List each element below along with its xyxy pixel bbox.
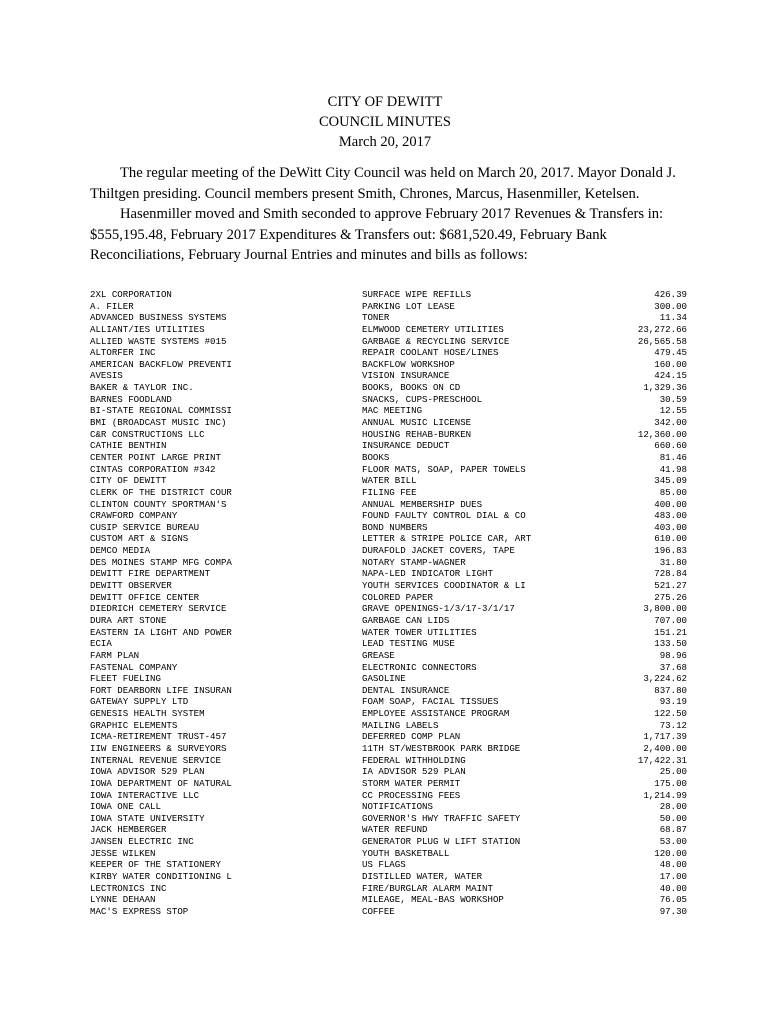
bill-description: GARBAGE CAN LIDS bbox=[362, 614, 450, 626]
bill-row bbox=[90, 871, 687, 883]
bill-vendor: EASTERN IA LIGHT AND POWER bbox=[90, 626, 232, 638]
bill-vendor: CLINTON COUNTY SPORTMAN'S bbox=[90, 498, 227, 510]
bill-amount: 31.80 bbox=[659, 556, 687, 568]
bill-row bbox=[90, 755, 687, 767]
bill-description: SNACKS, CUPS-PRESCHOOL bbox=[362, 393, 483, 405]
bill-description: STORM WATER PERMIT bbox=[362, 777, 461, 789]
bill-description: COFFEE bbox=[362, 905, 395, 917]
bill-amount: 17,422.31 bbox=[637, 754, 687, 766]
bill-vendor: DEWITT FIRE DEPARTMENT bbox=[90, 568, 211, 580]
bill-row bbox=[90, 592, 687, 604]
meeting-date: March 20, 2017 bbox=[338, 134, 432, 150]
bill-row bbox=[90, 475, 687, 487]
bill-amount: 73.12 bbox=[659, 719, 687, 731]
bill-description: IA ADVISOR 529 PLAN bbox=[362, 766, 466, 778]
city-title: CITY OF DEWITT bbox=[327, 94, 443, 110]
bill-amount: 403.00 bbox=[654, 521, 687, 533]
bill-amount: 17.00 bbox=[659, 871, 687, 883]
bill-row bbox=[90, 324, 687, 336]
bill-vendor: INTERNAL REVENUE SERVICE bbox=[90, 754, 221, 766]
bill-description: DENTAL INSURANCE bbox=[362, 684, 450, 696]
bill-row bbox=[90, 452, 687, 464]
bill-description: LETTER & STRIPE POLICE CAR, ART bbox=[362, 533, 532, 545]
bill-row bbox=[90, 464, 687, 476]
bill-amount: 93.19 bbox=[659, 696, 687, 708]
bill-row bbox=[90, 487, 687, 499]
bill-amount: 122.50 bbox=[654, 708, 687, 720]
bill-vendor: ADVANCED BUSINESS SYSTEMS bbox=[90, 312, 227, 324]
bill-row bbox=[90, 673, 687, 685]
bill-amount: 25.00 bbox=[659, 766, 687, 778]
bill-row bbox=[90, 883, 687, 895]
bill-row bbox=[90, 440, 687, 452]
document-title: COUNCIL MINUTES bbox=[319, 114, 451, 130]
bill-amount: 837.80 bbox=[654, 684, 687, 696]
bill-row bbox=[90, 603, 687, 615]
bill-row bbox=[90, 336, 687, 348]
bill-row bbox=[90, 568, 687, 580]
bill-vendor: ALLIED WASTE SYSTEMS #015 bbox=[90, 335, 227, 347]
bill-description: GOVERNOR'S HWY TRAFFIC SAFETY bbox=[362, 812, 521, 824]
bill-description: REPAIR COOLANT HOSE/LINES bbox=[362, 347, 499, 359]
bill-amount: 1,329.36 bbox=[643, 382, 687, 394]
bill-amount: 2,400.00 bbox=[643, 742, 687, 754]
bill-amount: 400.00 bbox=[654, 498, 687, 510]
bill-vendor: LYNNE DEHAAN bbox=[90, 894, 156, 906]
bill-description: LEAD TESTING MUSE bbox=[362, 638, 455, 650]
bill-vendor: IOWA ONE CALL bbox=[90, 801, 161, 813]
bill-amount: 426.39 bbox=[654, 289, 687, 300]
bill-description: 11TH ST/WESTBROOK PARK BRIDGE bbox=[362, 742, 521, 754]
bill-vendor: ICMA-RETIREMENT TRUST-457 bbox=[90, 731, 227, 743]
bill-amount: 196.83 bbox=[654, 545, 687, 557]
bill-vendor: CINTAS CORPORATION #342 bbox=[90, 463, 216, 475]
bill-row bbox=[90, 720, 687, 732]
bill-row bbox=[90, 417, 687, 429]
bill-amount: 37.68 bbox=[659, 661, 687, 673]
bills-list bbox=[90, 289, 687, 918]
bill-description: GASOLINE bbox=[362, 673, 406, 685]
bill-description: MAILING LABELS bbox=[362, 719, 439, 731]
bill-description: ANNUAL MUSIC LICENSE bbox=[362, 417, 472, 429]
bill-description: FIRE/BURGLAR ALARM MAINT bbox=[362, 882, 493, 894]
bill-row bbox=[90, 766, 687, 778]
bill-row bbox=[90, 405, 687, 417]
bill-amount: 68.87 bbox=[659, 824, 687, 836]
bill-amount: 41.98 bbox=[659, 463, 687, 475]
bill-row bbox=[90, 778, 687, 790]
bill-amount: 275.26 bbox=[654, 591, 687, 603]
bill-vendor: LECTRONICS INC bbox=[90, 882, 167, 894]
bill-amount: 12,360.00 bbox=[637, 428, 687, 440]
motion-paragraph: Hasenmiller moved and Smith seconded to approve February 2017 Revenues & Transfers in: $555,195.48, February 2017 Expenditures & Transfers out: $681,520.49, February Bank Reconciliations, February Journal Entries and minutes and bills as follows: bbox=[90, 206, 664, 263]
bill-vendor: CLERK OF THE DISTRICT COUR bbox=[90, 486, 232, 498]
bill-row bbox=[90, 650, 687, 662]
bill-amount: 12.55 bbox=[659, 405, 687, 417]
bill-vendor: BMI (BROADCAST MUSIC INC) bbox=[90, 417, 227, 429]
bill-vendor: IOWA DEPARTMENT OF NATURAL bbox=[90, 777, 232, 789]
bill-vendor: GATEWAY SUPPLY LTD bbox=[90, 696, 189, 708]
bill-amount: 26,565.58 bbox=[637, 335, 687, 347]
bill-row bbox=[90, 370, 687, 382]
bill-row bbox=[90, 615, 687, 627]
bill-amount: 707.00 bbox=[654, 614, 687, 626]
bill-vendor: KIRBY WATER CONDITIONING L bbox=[90, 871, 232, 883]
bill-description: MILEAGE, MEAL-BAS WORKSHOP bbox=[362, 894, 504, 906]
bill-description: PARKING LOT LEASE bbox=[362, 300, 455, 312]
bill-row bbox=[90, 708, 687, 720]
bill-description: YOUTH SERVICES COODINATOR & LI bbox=[362, 580, 526, 592]
bill-vendor: ALTORFER INC bbox=[90, 347, 156, 359]
bill-vendor: C&R CONSTRUCTIONS LLC bbox=[90, 428, 205, 440]
bill-description: YOUTH BASKETBALL bbox=[362, 847, 450, 859]
bill-amount: 521.27 bbox=[654, 580, 687, 592]
bill-row bbox=[90, 312, 687, 324]
bill-vendor: AMERICAN BACKFLOW PREVENTI bbox=[90, 358, 232, 370]
bill-row bbox=[90, 522, 687, 534]
bill-row bbox=[90, 557, 687, 569]
bill-amount: 85.00 bbox=[659, 486, 687, 498]
bill-description: FILING FEE bbox=[362, 486, 417, 498]
bill-description: GREASE bbox=[362, 649, 395, 661]
bill-row bbox=[90, 510, 687, 522]
bill-vendor: FORT DEARBORN LIFE INSURAN bbox=[90, 684, 232, 696]
bill-row bbox=[90, 301, 687, 313]
bill-row bbox=[90, 824, 687, 836]
bill-amount: 3,800.00 bbox=[643, 603, 687, 615]
bill-vendor: BI-STATE REGIONAL COMMISSI bbox=[90, 405, 232, 417]
bill-vendor: CUSTOM ART & SIGNS bbox=[90, 533, 189, 545]
bill-vendor: ALLIANT/IES UTILITIES bbox=[90, 323, 205, 335]
bill-description: GENERATOR PLUG W LIFT STATION bbox=[362, 836, 521, 848]
bill-vendor: DURA ART STONE bbox=[90, 614, 167, 626]
bill-amount: 479.45 bbox=[654, 347, 687, 359]
bill-amount: 175.00 bbox=[654, 777, 687, 789]
bill-vendor: AVESIS bbox=[90, 370, 123, 382]
bill-row bbox=[90, 685, 687, 697]
bill-amount: 81.46 bbox=[659, 451, 687, 463]
bill-description: FOUND FAULTY CONTROL DIAL & CO bbox=[362, 510, 526, 522]
bill-vendor: IOWA STATE UNIVERSITY bbox=[90, 812, 205, 824]
bill-amount: 97.30 bbox=[659, 905, 687, 917]
bill-description: CC PROCESSING FEES bbox=[362, 789, 461, 801]
bill-amount: 28.00 bbox=[659, 801, 687, 813]
bill-description: DURAFOLD JACKET COVERS, TAPE bbox=[362, 545, 515, 557]
bill-vendor: JACK HEMBERGER bbox=[90, 824, 167, 836]
bill-vendor: CRAWFORD COMPANY bbox=[90, 510, 178, 522]
bill-description: SURFACE WIPE REFILLS bbox=[362, 289, 472, 300]
bill-row bbox=[90, 790, 687, 802]
bill-amount: 660.60 bbox=[654, 440, 687, 452]
bill-vendor: GRAPHIC ELEMENTS bbox=[90, 719, 178, 731]
bill-row bbox=[90, 359, 687, 371]
bill-description: HOUSING REHAB-BURKEN bbox=[362, 428, 472, 440]
bill-row bbox=[90, 545, 687, 557]
bill-description: DEFERRED COMP PLAN bbox=[362, 731, 461, 743]
bill-amount: 345.09 bbox=[654, 475, 687, 487]
bill-description: GARBAGE & RECYCLING SERVICE bbox=[362, 335, 510, 347]
bill-vendor: ECIA bbox=[90, 638, 112, 650]
bill-row bbox=[90, 580, 687, 592]
bill-amount: 342.00 bbox=[654, 417, 687, 429]
bill-amount: 98.96 bbox=[659, 649, 687, 661]
bill-row bbox=[90, 289, 687, 301]
bill-row bbox=[90, 894, 687, 906]
bill-amount: 133.50 bbox=[654, 638, 687, 650]
bill-vendor: BARNES FOODLAND bbox=[90, 393, 172, 405]
bill-vendor: KEEPER OF THE STATIONERY bbox=[90, 859, 221, 871]
bill-description: BOOKS, BOOKS ON CD bbox=[362, 382, 461, 394]
bill-vendor: CITY OF DEWITT bbox=[90, 475, 167, 487]
bill-row bbox=[90, 813, 687, 825]
bill-vendor: CATHIE BENTHIN bbox=[90, 440, 167, 452]
bill-vendor: JANSEN ELECTRIC INC bbox=[90, 836, 194, 848]
bill-row bbox=[90, 382, 687, 394]
bill-description: BOND NUMBERS bbox=[362, 521, 428, 533]
bill-amount: 160.00 bbox=[654, 358, 687, 370]
bill-description: WATER TOWER UTILITIES bbox=[362, 626, 477, 638]
bill-description: GRAVE OPENINGS-1/3/17-3/1/17 bbox=[362, 603, 515, 615]
bill-vendor: JESSE WILKEN bbox=[90, 847, 156, 859]
bill-vendor: BAKER & TAYLOR INC. bbox=[90, 382, 194, 394]
bill-vendor: FARM PLAN bbox=[90, 649, 140, 661]
bill-description: DISTILLED WATER, WATER bbox=[362, 871, 483, 883]
bill-description: FLOOR MATS, SOAP, PAPER TOWELS bbox=[362, 463, 526, 475]
bill-amount: 48.00 bbox=[659, 859, 687, 871]
bill-description: ANNUAL MEMBERSHIP DUES bbox=[362, 498, 483, 510]
bill-description: TONER bbox=[362, 312, 390, 324]
bill-description: ELECTRONIC CONNECTORS bbox=[362, 661, 477, 673]
bill-amount: 23,272.66 bbox=[637, 323, 687, 335]
bill-vendor: CENTER POINT LARGE PRINT bbox=[90, 451, 221, 463]
bill-row bbox=[90, 429, 687, 441]
bill-vendor: IOWA ADVISOR 529 PLAN bbox=[90, 766, 205, 778]
bill-row bbox=[90, 638, 687, 650]
bill-amount: 610.00 bbox=[654, 533, 687, 545]
bill-vendor: IOWA INTERACTIVE LLC bbox=[90, 789, 200, 801]
meeting-paragraph: The regular meeting of the DeWitt City Council was held on March 20, 2017. Mayor Donald J. Thiltgen presiding. Council members present Smith, Chrones, Marcus, Hasenmiller, Ketelsen. bbox=[90, 165, 676, 202]
bill-description: EMPLOYEE ASSISTANCE PROGRAM bbox=[362, 708, 510, 720]
bill-description: WATER REFUND bbox=[362, 824, 428, 836]
bill-amount: 30.59 bbox=[659, 393, 687, 405]
bill-vendor: FLEET FUELING bbox=[90, 673, 161, 685]
bill-amount: 53.00 bbox=[659, 836, 687, 848]
bill-vendor: CUSIP SERVICE BUREAU bbox=[90, 521, 200, 533]
bill-description: BOOKS bbox=[362, 451, 390, 463]
bill-amount: 76.05 bbox=[659, 894, 687, 906]
bill-amount: 50.00 bbox=[659, 812, 687, 824]
bill-description: WATER BILL bbox=[362, 475, 417, 487]
bill-description: VISION INSURANCE bbox=[362, 370, 450, 382]
bill-amount: 11.34 bbox=[659, 312, 687, 324]
document-header bbox=[0, 92, 770, 152]
bill-description: ELMWOOD CEMETERY UTILITIES bbox=[362, 323, 504, 335]
bill-row bbox=[90, 347, 687, 359]
minutes-intro bbox=[90, 163, 690, 266]
bill-vendor: DEWITT OFFICE CENTER bbox=[90, 591, 200, 603]
bill-row bbox=[90, 743, 687, 755]
bill-amount: 1,214.99 bbox=[643, 789, 687, 801]
bill-row bbox=[90, 848, 687, 860]
bill-vendor: GENESIS HEALTH SYSTEM bbox=[90, 708, 205, 720]
bill-vendor: FASTENAL COMPANY bbox=[90, 661, 178, 673]
bill-row bbox=[90, 499, 687, 511]
bill-row bbox=[90, 627, 687, 639]
bill-description: NAPA-LED INDICATOR LIGHT bbox=[362, 568, 493, 580]
bill-vendor: A. FILER bbox=[90, 300, 134, 312]
bill-row bbox=[90, 731, 687, 743]
bill-vendor: DES MOINES STAMP MFG COMPA bbox=[90, 556, 232, 568]
bill-amount: 483.00 bbox=[654, 510, 687, 522]
bill-description: US FLAGS bbox=[362, 859, 406, 871]
bill-row bbox=[90, 394, 687, 406]
bill-vendor: 2XL CORPORATION bbox=[90, 289, 172, 300]
bill-row bbox=[90, 801, 687, 813]
bill-description: BACKFLOW WORKSHOP bbox=[362, 358, 455, 370]
bill-amount: 3,224.62 bbox=[643, 673, 687, 685]
bill-row bbox=[90, 859, 687, 871]
bill-row bbox=[90, 533, 687, 545]
bill-amount: 424.15 bbox=[654, 370, 687, 382]
bill-amount: 1,717.39 bbox=[643, 731, 687, 743]
bill-row bbox=[90, 906, 687, 918]
bill-description: NOTIFICATIONS bbox=[362, 801, 433, 813]
bill-amount: 40.00 bbox=[659, 882, 687, 894]
bill-description: MAC MEETING bbox=[362, 405, 423, 417]
bill-description: INSURANCE DEDUCT bbox=[362, 440, 450, 452]
bill-vendor: MAC'S EXPRESS STOP bbox=[90, 905, 189, 917]
bill-amount: 151.21 bbox=[654, 626, 687, 638]
bill-amount: 728.84 bbox=[654, 568, 687, 580]
bill-vendor: DIEDRICH CEMETERY SERVICE bbox=[90, 603, 227, 615]
bill-amount: 120.00 bbox=[654, 847, 687, 859]
bill-row bbox=[90, 662, 687, 674]
bill-vendor: DEWITT OBSERVER bbox=[90, 580, 172, 592]
bill-description: FOAM SOAP, FACIAL TISSUES bbox=[362, 696, 499, 708]
bill-amount: 300.00 bbox=[654, 300, 687, 312]
bill-description: NOTARY STAMP-WAGNER bbox=[362, 556, 466, 568]
bill-row bbox=[90, 836, 687, 848]
bill-description: FEDERAL WITHHOLDING bbox=[362, 754, 466, 766]
bill-vendor: IIW ENGINEERS & SURVEYORS bbox=[90, 742, 227, 754]
bill-vendor: DEMCO MEDIA bbox=[90, 545, 151, 557]
bill-row bbox=[90, 696, 687, 708]
bill-description: COLORED PAPER bbox=[362, 591, 433, 603]
